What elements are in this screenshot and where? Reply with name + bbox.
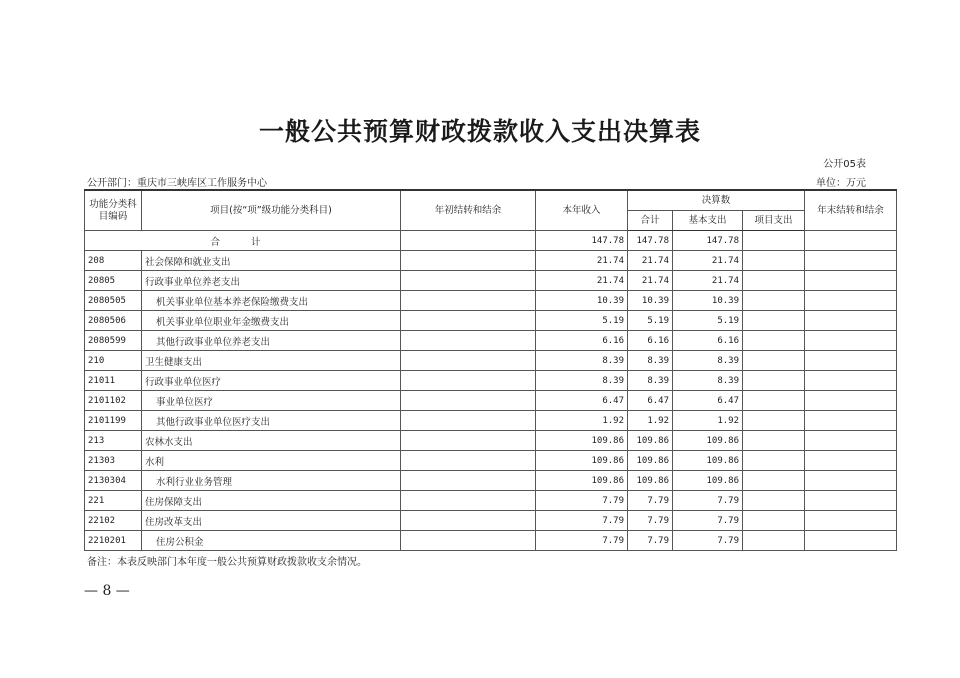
cell-total: 6.16: [628, 331, 673, 351]
cell-basic: 7.79: [673, 491, 743, 511]
table-row: [85, 471, 897, 491]
cell-item-name: 住房保障支出: [142, 491, 401, 511]
cell-total: 21.74: [628, 251, 673, 271]
cell-end-balance: [805, 471, 897, 491]
cell-begin-balance: [401, 471, 536, 491]
cell-income: 21.74: [536, 251, 628, 271]
table-row: [85, 331, 897, 351]
cell-begin-balance: [401, 451, 536, 471]
cell-end-balance: [805, 391, 897, 411]
cell-begin-balance: [401, 311, 536, 331]
cell-item-name: 水利: [142, 451, 401, 471]
cell-income: 10.39: [536, 291, 628, 311]
cell-total: 10.39: [628, 291, 673, 311]
cell-project: [743, 311, 805, 331]
cell-begin-balance: [401, 331, 536, 351]
cell-code: 2101199: [85, 411, 142, 431]
total-row: [85, 231, 897, 251]
table-body: [85, 231, 897, 551]
cell-income: 1.92: [536, 411, 628, 431]
cell-end-balance: [805, 331, 897, 351]
budget-table: [84, 189, 897, 551]
header-func-code: 功能分类科目编码: [85, 190, 142, 231]
total-end-balance: [805, 231, 897, 251]
cell-income: 109.86: [536, 431, 628, 451]
cell-code: 221: [85, 491, 142, 511]
cell-basic: 7.79: [673, 511, 743, 531]
header-income: 本年收入: [536, 190, 628, 231]
cell-income: 21.74: [536, 271, 628, 291]
cell-item-name: 农林水支出: [142, 431, 401, 451]
total-total: 147.78: [628, 231, 673, 251]
cell-project: [743, 291, 805, 311]
cell-total: 8.39: [628, 371, 673, 391]
cell-end-balance: [805, 251, 897, 271]
cell-begin-balance: [401, 371, 536, 391]
cell-total: 109.86: [628, 471, 673, 491]
table-code: 公开05表: [823, 159, 866, 170]
cell-begin-balance: [401, 531, 536, 551]
cell-total: 7.79: [628, 531, 673, 551]
cell-basic: 8.39: [673, 371, 743, 391]
cell-basic: 1.92: [673, 411, 743, 431]
total-project: [743, 231, 805, 251]
cell-project: [743, 471, 805, 491]
page-title: 一般公共预算财政拨款收入支出决算表: [258, 117, 701, 146]
table-row: [85, 371, 897, 391]
cell-item-name: 其他行政事业单位养老支出: [142, 331, 401, 351]
cell-basic: 21.74: [673, 251, 743, 271]
total-label: 合 计: [85, 231, 401, 251]
cell-basic: 6.47: [673, 391, 743, 411]
cell-total: 1.92: [628, 411, 673, 431]
cell-project: [743, 391, 805, 411]
cell-income: 8.39: [536, 351, 628, 371]
cell-total: 5.19: [628, 311, 673, 331]
table-row: [85, 431, 897, 451]
cell-total: 7.79: [628, 491, 673, 511]
header-end-balance: 年末结转和结余: [805, 190, 897, 231]
cell-basic: 10.39: [673, 291, 743, 311]
cell-total: 8.39: [628, 351, 673, 371]
unit-label: 单位：万元: [816, 178, 866, 189]
cell-project: [743, 271, 805, 291]
cell-total: 109.86: [628, 451, 673, 471]
cell-basic: 6.16: [673, 331, 743, 351]
cell-total: 21.74: [628, 271, 673, 291]
cell-project: [743, 411, 805, 431]
cell-basic: 8.39: [673, 351, 743, 371]
cell-item-name: 行政事业单位医疗: [142, 371, 401, 391]
cell-income: 7.79: [536, 491, 628, 511]
cell-project: [743, 491, 805, 511]
table-row: [85, 311, 897, 331]
cell-basic: 7.79: [673, 531, 743, 551]
cell-project: [743, 251, 805, 271]
cell-item-name: 社会保障和就业支出: [142, 251, 401, 271]
cell-project: [743, 351, 805, 371]
page-number: — 8 —: [84, 583, 130, 599]
cell-basic: 109.86: [673, 431, 743, 451]
cell-code: 2210201: [85, 531, 142, 551]
cell-item-name: 其他行政事业单位医疗支出: [142, 411, 401, 431]
cell-begin-balance: [401, 431, 536, 451]
cell-end-balance: [805, 451, 897, 471]
cell-code: 2101102: [85, 391, 142, 411]
cell-code: 21303: [85, 451, 142, 471]
cell-item-name: 事业单位医疗: [142, 391, 401, 411]
department-label: 公开部门：重庆市三峡库区工作服务中心: [87, 178, 267, 189]
cell-project: [743, 531, 805, 551]
cell-end-balance: [805, 311, 897, 331]
footnote: 备注：本表反映部门本年度一般公共预算财政拨款收支余情况。: [87, 557, 367, 568]
table-row: [85, 451, 897, 471]
total-basic: 147.78: [673, 231, 743, 251]
cell-item-name: 住房公积金: [142, 531, 401, 551]
cell-project: [743, 331, 805, 351]
cell-basic: 5.19: [673, 311, 743, 331]
cell-end-balance: [805, 411, 897, 431]
cell-code: 2080506: [85, 311, 142, 331]
cell-item-name: 水利行业业务管理: [142, 471, 401, 491]
cell-code: 208: [85, 251, 142, 271]
cell-end-balance: [805, 491, 897, 511]
cell-item-name: 行政事业单位养老支出: [142, 271, 401, 291]
table-row: [85, 251, 897, 271]
cell-item-name: 卫生健康支出: [142, 351, 401, 371]
cell-code: 22102: [85, 511, 142, 531]
cell-income: 6.47: [536, 391, 628, 411]
cell-begin-balance: [401, 291, 536, 311]
cell-income: 109.86: [536, 471, 628, 491]
cell-begin-balance: [401, 511, 536, 531]
cell-end-balance: [805, 271, 897, 291]
cell-basic: 21.74: [673, 271, 743, 291]
cell-total: 7.79: [628, 511, 673, 531]
header-final: 决算数: [628, 190, 805, 211]
cell-income: 6.16: [536, 331, 628, 351]
cell-begin-balance: [401, 491, 536, 511]
cell-total: 6.47: [628, 391, 673, 411]
table-row: [85, 511, 897, 531]
cell-code: 2080505: [85, 291, 142, 311]
cell-code: 2130304: [85, 471, 142, 491]
header-project: 项目支出: [743, 211, 805, 231]
cell-end-balance: [805, 431, 897, 451]
table-row: [85, 411, 897, 431]
cell-begin-balance: [401, 351, 536, 371]
cell-project: [743, 371, 805, 391]
total-begin-balance: [401, 231, 536, 251]
cell-code: 20805: [85, 271, 142, 291]
cell-end-balance: [805, 351, 897, 371]
header-begin-balance: 年初结转和结余: [401, 190, 536, 231]
cell-begin-balance: [401, 411, 536, 431]
cell-project: [743, 431, 805, 451]
table-row: [85, 531, 897, 551]
table-row: [85, 491, 897, 511]
cell-end-balance: [805, 371, 897, 391]
cell-item-name: 机关事业单位基本养老保险缴费支出: [142, 291, 401, 311]
header-basic: 基本支出: [673, 211, 743, 231]
cell-item-name: 住房改革支出: [142, 511, 401, 531]
cell-end-balance: [805, 291, 897, 311]
cell-income: 7.79: [536, 531, 628, 551]
table-row: [85, 271, 897, 291]
cell-begin-balance: [401, 391, 536, 411]
total-income: 147.78: [536, 231, 628, 251]
table-row: [85, 291, 897, 311]
cell-project: [743, 451, 805, 471]
cell-code: 210: [85, 351, 142, 371]
header-item: 项目(按“项”级功能分类科目): [142, 190, 401, 231]
cell-code: 2080599: [85, 331, 142, 351]
cell-income: 5.19: [536, 311, 628, 331]
cell-income: 8.39: [536, 371, 628, 391]
cell-item-name: 机关事业单位职业年金缴费支出: [142, 311, 401, 331]
cell-end-balance: [805, 511, 897, 531]
header-total: 合计: [628, 211, 673, 231]
cell-total: 109.86: [628, 431, 673, 451]
cell-begin-balance: [401, 251, 536, 271]
cell-code: 213: [85, 431, 142, 451]
cell-end-balance: [805, 531, 897, 551]
cell-begin-balance: [401, 271, 536, 291]
cell-basic: 109.86: [673, 471, 743, 491]
cell-basic: 109.86: [673, 451, 743, 471]
table-row: [85, 391, 897, 411]
cell-project: [743, 511, 805, 531]
cell-code: 21011: [85, 371, 142, 391]
cell-income: 109.86: [536, 451, 628, 471]
table-row: [85, 351, 897, 371]
cell-income: 7.79: [536, 511, 628, 531]
